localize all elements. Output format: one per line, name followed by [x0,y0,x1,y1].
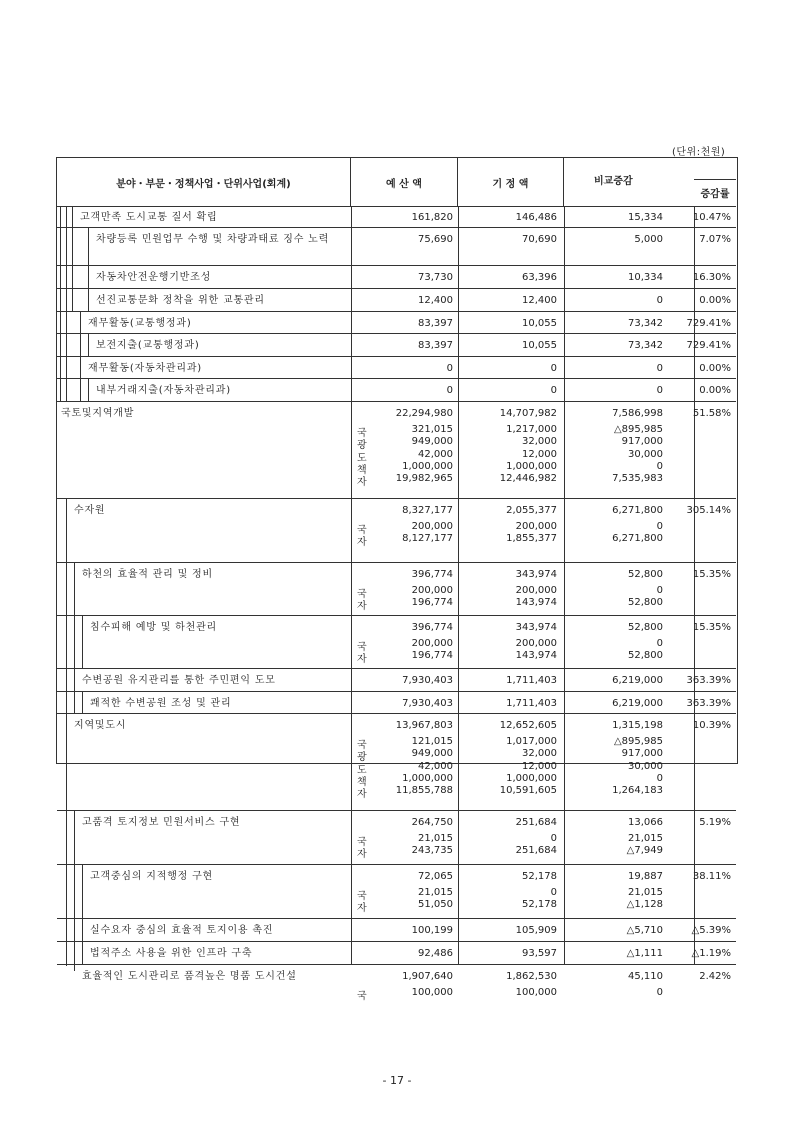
previous-value: 1,862,530 [506,971,557,982]
fund-source: 국 [357,428,367,439]
table-row [57,499,736,563]
indent-guide [60,266,61,289]
column-divider [351,402,352,498]
diff-value: 1,315,198 [612,720,663,731]
rate-value: 305.14% [686,505,731,516]
indent-guide [66,563,67,616]
source-diff-value: △7,949 [626,845,663,857]
column-divider [351,669,352,691]
fund-source: 자 [357,601,367,613]
fund-source: 국 [357,525,367,536]
source-previous-value: 0 [550,887,557,898]
table-row [57,616,736,669]
source-previous-value: 32,000 [522,436,557,448]
diff-value: 13,066 [628,817,663,828]
source-previous-value: 200,000 [515,521,557,532]
diff-value: 73,342 [628,340,663,351]
table-row [57,206,736,228]
column-divider [351,714,352,810]
row-label: 실수요자 중심의 효율적 토지이용 촉진 [82,919,343,941]
indent-guide [66,289,67,312]
indent-guide [60,312,61,334]
source-diff-value: 0 [656,585,663,596]
source-budget-value: 42,000 [418,448,453,460]
source-budget-value: 196,774 [411,597,453,609]
indent-guide [60,289,61,312]
budget-table [56,157,738,1002]
table-row [57,402,736,499]
row-label: 고객만족 도시교통 질서 확립 [72,206,343,227]
source-budget-value: 42,000 [418,760,453,772]
table-row [57,865,736,919]
rate-value: 0.00% [699,363,731,374]
source-budget-value: 21,015 [418,833,453,844]
column-divider [351,266,352,288]
source-previous-value: 0 [550,833,557,844]
table-header [57,158,736,207]
diff-value: △5,710 [626,925,663,936]
table-row [57,228,736,266]
rate-value: 15.35% [692,569,731,580]
rate-value: △5.39% [691,925,731,936]
table-row [57,357,736,379]
rate-value: 0.00% [699,295,731,306]
fund-source: 국 [357,837,367,848]
fund-source: 자 [357,654,367,666]
column-divider [351,499,352,562]
row-label: 고품격 토지정보 민원서비스 구현 [74,811,343,864]
previous-value: 343,974 [515,569,557,580]
rate-value: 15.35% [692,622,731,633]
fund-source: 국 [357,642,367,653]
fund-source: 도 [357,452,367,464]
source-budget-value: 200,000 [411,638,453,649]
rate-value: 729.41% [686,318,731,329]
source-previous-value: 1,217,000 [506,424,557,435]
source-diff-value: 0 [656,460,663,472]
source-previous-value: 12,446,982 [499,473,557,485]
indent-guide [66,692,67,714]
column-divider [351,811,352,864]
diff-value: 15,334 [628,212,663,223]
diff-value: 6,219,000 [612,698,663,709]
row-label: 효율적인 도시관리로 품격높은 명품 도시건설 [74,965,343,971]
rate-value: 0.00% [699,385,731,396]
page-number: - 17 - [382,1074,412,1087]
table-row [57,942,736,965]
source-diff-value: 1,264,183 [612,785,663,797]
source-budget-value: 21,015 [418,887,453,898]
row-label: 보전지출(교통행정과) [88,334,343,356]
row-label: 하천의 효율적 관리 및 정비 [74,563,343,615]
budget-value: 13,967,803 [395,720,453,731]
row-label: 자동차안전운행기반조성 [88,266,343,288]
source-previous-value: 200,000 [515,638,557,649]
source-budget-value: 1,000,000 [402,772,453,784]
source-diff-value: 21,015 [628,887,663,898]
table-row [57,379,736,402]
diff-value: 6,219,000 [612,675,663,686]
budget-value: 7,930,403 [402,698,453,709]
fund-source: 광 [357,752,367,764]
source-diff-value: 21,015 [628,833,663,844]
indent-guide [74,616,75,669]
rate-value: 10.39% [692,720,731,731]
source-previous-value: 143,974 [515,650,557,662]
budget-value: 83,397 [418,340,453,351]
indent-guide [80,379,81,402]
fund-source: 자 [357,537,367,549]
indent-guide [60,379,61,402]
budget-value: 8,327,177 [402,505,453,516]
budget-value: 75,690 [418,234,453,245]
source-previous-value: 1,000,000 [506,460,557,472]
source-diff-value: 30,000 [628,448,663,460]
indent-guide [72,228,73,266]
budget-value: 396,774 [411,569,453,580]
previous-value: 12,400 [522,295,557,306]
source-budget-value: 243,735 [411,845,453,857]
fund-source: 국 [357,589,367,600]
indent-guide [66,379,67,402]
indent-guide [74,942,75,965]
source-previous-value: 200,000 [515,585,557,596]
source-budget-value: 200,000 [411,521,453,532]
diff-value: △1,111 [626,948,663,959]
table-row [57,714,736,811]
previous-value: 1,711,403 [506,698,557,709]
indent-guide [66,206,67,228]
source-previous-value: 100,000 [515,987,557,998]
budget-value: 396,774 [411,622,453,633]
rate-value: 38.11% [692,871,731,882]
diff-value: 19,887 [628,871,663,882]
previous-value: 0 [550,363,557,374]
column-divider [351,289,352,311]
diff-value: 73,342 [628,318,663,329]
indent-guide [66,228,67,266]
source-diff-value: △895,985 [613,736,663,747]
rate-value: △1.19% [691,948,731,959]
indent-guide [80,334,81,357]
row-label: 선진교통문화 정착을 위한 교통관리 [88,289,343,311]
source-previous-value: 1,855,377 [506,533,557,545]
source-previous-value: 10,591,605 [499,785,557,797]
header-diff: 비교증감 [594,176,633,187]
previous-value: 12,652,605 [499,720,557,731]
indent-guide [74,865,75,919]
row-label: 침수피해 예방 및 하천관리 [82,616,343,668]
rate-value: 729.41% [686,340,731,351]
indent-guide [66,266,67,289]
fund-source: 국 [357,991,367,1002]
diff-value: 0 [656,385,663,396]
source-budget-value: 8,127,177 [402,533,453,545]
fund-source: 국 [357,891,367,902]
budget-value: 73,730 [418,272,453,283]
previous-value: 251,684 [515,817,557,828]
source-budget-value: 51,050 [418,899,453,911]
row-label: 수변공원 유지관리를 통한 주민편익 도모 [74,669,343,691]
budget-value: 0 [446,363,453,374]
fund-source: 국 [357,740,367,751]
table-row [57,692,736,714]
previous-value: 10,055 [522,340,557,351]
previous-value: 146,486 [515,212,557,223]
column-divider [351,919,352,941]
source-budget-value: 100,000 [411,987,453,998]
fund-source: 책 [357,464,367,476]
previous-value: 105,909 [515,925,557,936]
budget-value: 83,397 [418,318,453,329]
fund-source: 광 [357,440,367,452]
column-divider [351,692,352,713]
source-diff-value: 7,535,983 [612,473,663,485]
budget-value: 1,907,640 [402,971,453,982]
source-diff-value: 917,000 [621,748,663,760]
budget-value: 0 [446,385,453,396]
diff-value: 52,800 [628,622,663,633]
column-divider [351,228,352,265]
previous-value: 63,396 [522,272,557,283]
table-row [57,312,736,334]
source-previous-value: 251,684 [515,845,557,857]
previous-value: 10,055 [522,318,557,329]
budget-value: 100,199 [411,925,453,936]
indent-guide [66,919,67,942]
diff-value: 0 [656,295,663,306]
diff-value: 52,800 [628,569,663,580]
table-row [57,563,736,616]
budget-value: 72,065 [418,871,453,882]
indent-guide [74,692,75,714]
source-previous-value: 12,000 [522,448,557,460]
source-budget-value: 11,855,788 [395,785,453,797]
indent-guide [60,228,61,266]
row-label: 국토및지역개발 [61,408,135,419]
budget-value: 264,750 [411,817,453,828]
indent-guide [66,334,67,357]
rate-value: 363.39% [686,675,731,686]
budget-value: 92,486 [418,948,453,959]
header-previous: 기 정 액 [458,158,564,206]
column-divider [351,616,352,668]
source-diff-value: △1,128 [626,899,663,911]
indent-guide [60,357,61,379]
rate-value: 363.39% [686,698,731,709]
rate-value: 5.19% [699,817,731,828]
budget-value: 161,820 [411,212,453,223]
source-diff-value: 52,800 [628,597,663,609]
source-diff-value: 30,000 [628,760,663,772]
source-budget-value: 1,000,000 [402,460,453,472]
indent-guide [72,266,73,289]
header-budget: 예 산 액 [351,158,458,206]
table-row [57,669,736,692]
rate-value: 51.58% [692,408,731,419]
indent-guide [66,965,67,966]
table-row [57,811,736,865]
source-budget-value: 949,000 [411,436,453,448]
indent-guide [66,312,67,334]
previous-value: 0 [550,385,557,396]
source-diff-value: 0 [656,521,663,532]
header-rate: 증감률 [694,179,736,204]
indent-guide [66,942,67,965]
fund-source: 자 [357,903,367,915]
indent-guide [66,811,67,865]
table-row [57,919,736,942]
unit-note: (단위:천원) [672,147,726,158]
column-divider [351,865,352,918]
budget-value: 22,294,980 [395,408,453,419]
column-divider [351,312,352,333]
source-budget-value: 19,982,965 [395,473,453,485]
source-previous-value: 12,000 [522,760,557,772]
diff-value: 6,271,800 [612,505,663,516]
row-label: 재무활동(자동차관리과) [80,357,343,378]
indent-guide [66,357,67,379]
indent-guide [66,865,67,919]
source-previous-value: 52,178 [522,899,557,911]
diff-value: 0 [656,363,663,374]
source-previous-value: 32,000 [522,748,557,760]
column-divider [351,357,352,378]
fund-source: 자 [357,789,367,801]
source-diff-value: 917,000 [621,436,663,448]
source-previous-value: 1,017,000 [506,736,557,747]
source-diff-value: 52,800 [628,650,663,662]
header-category: 분야・부문・정책사업・단위사업(회계) [57,158,351,206]
budget-value: 12,400 [418,295,453,306]
source-diff-value: 0 [656,987,663,998]
previous-value: 70,690 [522,234,557,245]
row-label: 차량등록 민원업무 수행 및 차량과태료 징수 노력 [88,228,343,265]
row-label: 내부거래지출(자동차관리과) [88,379,343,401]
indent-guide [60,206,61,228]
budget-value: 7,930,403 [402,675,453,686]
previous-value: 343,974 [515,622,557,633]
column-divider [351,942,352,964]
previous-value: 14,707,982 [499,408,557,419]
previous-value: 93,597 [522,948,557,959]
indent-guide [72,289,73,312]
source-budget-value: 200,000 [411,585,453,596]
previous-value: 52,178 [522,871,557,882]
indent-guide [60,334,61,357]
fund-source: 자 [357,477,367,489]
rate-value: 2.42% [699,971,731,982]
source-budget-value: 949,000 [411,748,453,760]
row-label: 법적주소 사용을 위한 인프라 구축 [82,942,343,964]
column-divider [351,379,352,401]
source-diff-value: 0 [656,638,663,649]
rate-value: 7.07% [699,234,731,245]
indent-guide [66,616,67,669]
fund-source: 도 [357,764,367,776]
rate-value: 16.30% [692,272,731,283]
row-label: 쾌적한 수변공원 조성 및 관리 [82,692,343,713]
source-budget-value: 321,015 [411,424,453,435]
row-label: 고객중심의 지적행정 구현 [82,865,343,918]
table-row [57,334,736,357]
fund-source: 자 [357,849,367,861]
diff-value: 7,586,998 [612,408,663,419]
source-previous-value: 1,000,000 [506,772,557,784]
diff-value: 45,110 [628,971,663,982]
source-diff-value: 0 [656,772,663,784]
previous-value: 2,055,377 [506,505,557,516]
diff-value: 10,334 [628,272,663,283]
indent-guide [66,669,67,692]
rate-value: 10.47% [692,212,731,223]
source-budget-value: 196,774 [411,650,453,662]
source-diff-value: △895,985 [613,424,663,435]
indent-guide [74,919,75,942]
row-label: 재무활동(교통행정과) [80,312,343,333]
column-divider [351,334,352,356]
previous-value: 1,711,403 [506,675,557,686]
row-label: 지역및도시 [66,714,343,810]
source-diff-value: 6,271,800 [612,533,663,545]
column-divider [351,563,352,615]
table-row [57,289,736,312]
fund-source: 책 [357,776,367,788]
source-budget-value: 121,015 [411,736,453,747]
table-row [57,266,736,289]
source-previous-value: 143,974 [515,597,557,609]
row-label: 수자원 [66,499,343,562]
diff-value: 5,000 [634,234,663,245]
column-divider [351,206,352,227]
